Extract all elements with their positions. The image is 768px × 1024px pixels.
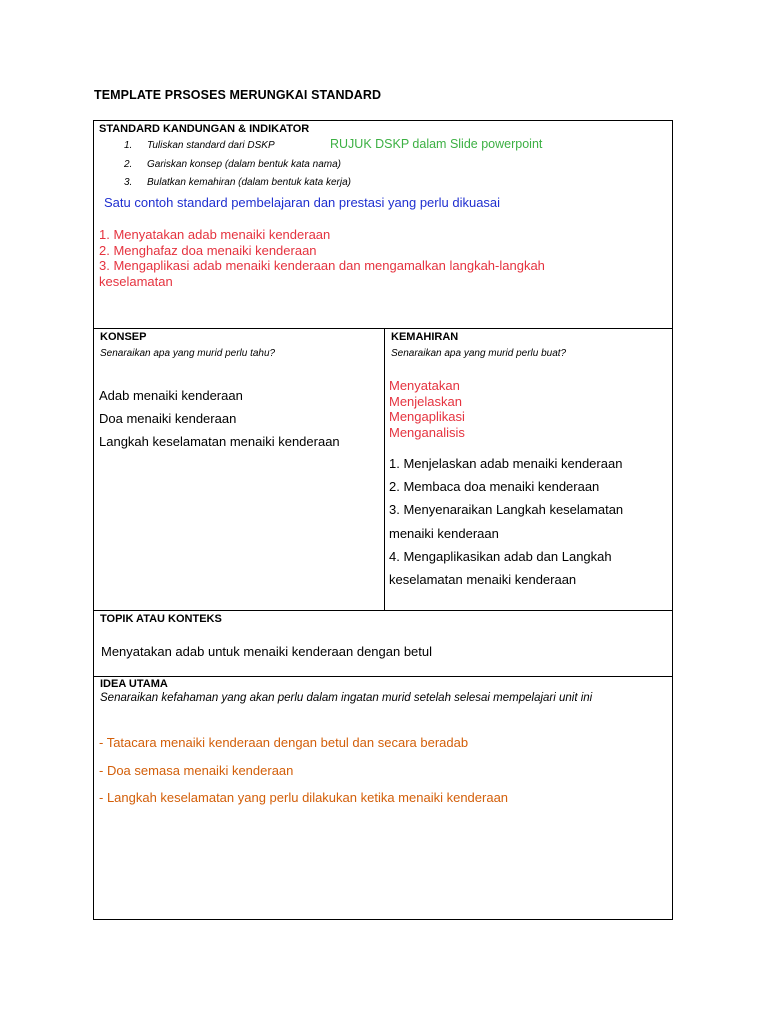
kemahiran-prompt: Senaraikan apa yang murid perlu buat? bbox=[391, 348, 567, 359]
idea-prompt: Senaraikan kefahaman yang akan perlu dalam ingatan murid setelah selesai mempelajari unit ini bbox=[100, 692, 593, 704]
step-text: Tuliskan standard dari DSKP bbox=[147, 140, 275, 151]
kemahiran-verb: Mengaplikasi bbox=[389, 409, 465, 424]
kemahiran-verb: Menganalisis bbox=[389, 424, 465, 440]
kemahiran-line: 3. Menyenaraikan Langkah keselamatan bbox=[389, 502, 624, 518]
topik-text: Menyatakan adab untuk menaiki kenderaan dengan betul bbox=[101, 644, 433, 659]
kemahiran-verbs bbox=[389, 378, 465, 440]
standard-item: keselamatan bbox=[99, 273, 173, 289]
row-divider bbox=[94, 610, 672, 611]
konsep-heading: KONSEP bbox=[100, 331, 147, 343]
konsep-item: Doa menaiki kenderaan bbox=[99, 411, 237, 426]
idea-heading: IDEA UTAMA bbox=[100, 678, 168, 690]
konsep-item: Langkah keselamatan menaiki kenderaan bbox=[99, 434, 340, 449]
kemahiran-line: keselamatan menaiki kenderaan bbox=[389, 572, 577, 588]
kemahiran-verb: Menjelaskan bbox=[389, 393, 462, 409]
row-divider bbox=[94, 328, 672, 329]
standard-item: 2. Menghafaz doa menaiki kenderaan bbox=[99, 242, 317, 258]
kemahiran-line: 4. Mengaplikasikan adab dan Langkah bbox=[389, 548, 612, 564]
standard-items bbox=[99, 227, 545, 289]
topik-heading: TOPIK ATAU KONTEKS bbox=[100, 613, 222, 625]
step-number: 3. bbox=[124, 177, 133, 188]
rujuk-note: RUJUK DSKP dalam Slide powerpoint bbox=[330, 137, 543, 151]
template-table bbox=[93, 120, 673, 920]
idea-item: - Tatacara menaiki kenderaan dengan betul dan secara beradab bbox=[99, 735, 469, 750]
kemahiran-line: menaiki kenderaan bbox=[389, 525, 499, 541]
step-number: 1. bbox=[124, 140, 133, 151]
konsep-item: Adab menaiki kenderaan bbox=[99, 388, 243, 403]
kemahiran-line: 2. Membaca doa menaiki kenderaan bbox=[389, 479, 600, 495]
kemahiran-line: 1. Menjelaskan adab menaiki kenderaan bbox=[389, 456, 623, 471]
standard-heading: STANDARD KANDUNGAN & INDIKATOR bbox=[99, 123, 310, 135]
standard-item: 3. Mengaplikasi adab menaiki kenderaan dan mengamalkan langkah-langkah bbox=[99, 258, 545, 273]
idea-item: - Doa semasa menaiki kenderaan bbox=[99, 762, 294, 778]
step-text: Bulatkan kemahiran (dalam bentuk kata kerja) bbox=[147, 177, 351, 188]
idea-items bbox=[99, 729, 508, 812]
kemahiran-heading: KEMAHIRAN bbox=[391, 331, 459, 343]
standard-item: 1. Menyatakan adab menaiki kenderaan bbox=[99, 227, 331, 242]
step-text: Gariskan konsep (dalam bentuk kata nama) bbox=[147, 159, 341, 170]
konsep-prompt: Senaraikan apa yang murid perlu tahu? bbox=[100, 348, 276, 359]
example-note: Satu contoh standard pembelajaran dan prestasi yang perlu dikuasai bbox=[104, 195, 501, 210]
step-number: 2. bbox=[124, 159, 133, 170]
document-title: TEMPLATE PRSOSES MERUNGKAI STANDARD bbox=[94, 88, 382, 102]
konsep-items bbox=[99, 384, 340, 453]
idea-item: - Langkah keselamatan yang perlu dilakukan ketika menaiki kenderaan bbox=[99, 790, 509, 805]
kemahiran-lines bbox=[389, 452, 623, 591]
kemahiran-verb: Menyatakan bbox=[389, 378, 460, 393]
column-divider bbox=[384, 328, 385, 610]
row-divider bbox=[94, 676, 672, 677]
